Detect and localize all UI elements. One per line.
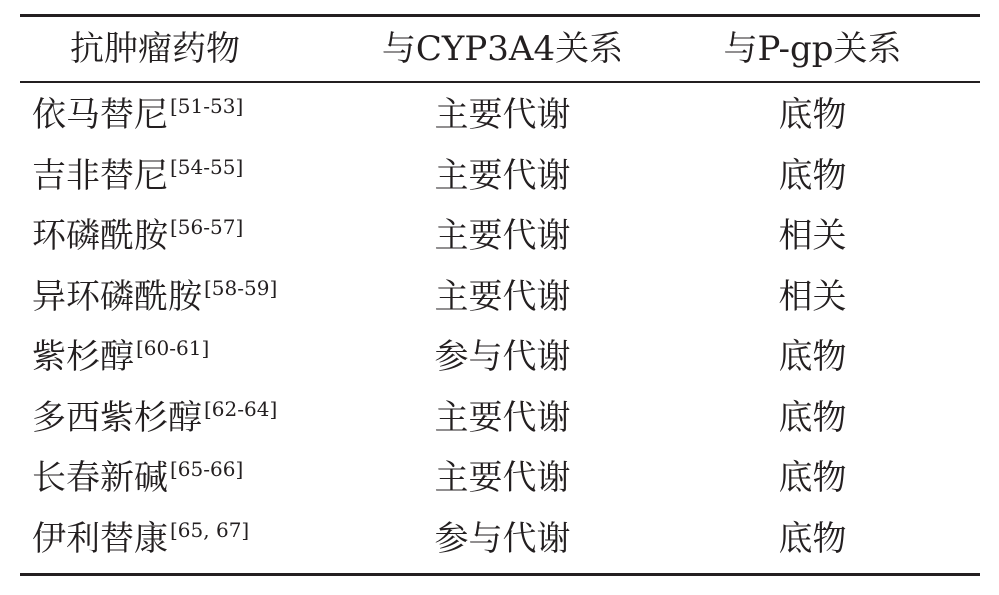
- pgp-cell: 相关: [778, 276, 847, 317]
- table-row: [20, 509, 980, 570]
- reference-citation: [60-61]: [136, 336, 210, 361]
- reference-citation: [58-59]: [204, 275, 278, 300]
- pgp-cell: 底物: [778, 397, 847, 438]
- pgp-cell: 底物: [778, 95, 847, 136]
- table-body: [20, 83, 980, 573]
- table-row: [20, 267, 980, 328]
- header-row: [20, 17, 980, 81]
- drug-name: 多西紫杉醇: [32, 397, 202, 438]
- drug-cell: [20, 336, 350, 378]
- header-drug: 抗肿瘤药物: [70, 29, 240, 69]
- reference-citation: [51-53]: [170, 94, 244, 119]
- drug-name: 环磷酰胺: [32, 216, 168, 257]
- reference-citation: [65, 67]: [170, 517, 250, 542]
- drug-interaction-table: [20, 14, 980, 576]
- drug-name: 吉非替尼: [32, 155, 168, 196]
- pgp-cell: 相关: [778, 216, 847, 257]
- drug-name: 依马替尼: [32, 95, 168, 136]
- bottom-rule: [20, 573, 980, 576]
- table-row: [20, 448, 980, 509]
- cyp3a4-cell: 参与代谢: [434, 518, 571, 559]
- cyp3a4-cell: 主要代谢: [434, 397, 571, 438]
- drug-cell: [20, 154, 350, 196]
- pgp-cell: 底物: [778, 337, 847, 378]
- drug-name: 长春新碱: [32, 458, 168, 499]
- cyp3a4-cell: 主要代谢: [434, 95, 571, 136]
- table-row: [20, 388, 980, 449]
- reference-citation: [65-66]: [170, 457, 244, 482]
- reference-citation: [56-57]: [170, 215, 244, 240]
- drug-cell: [20, 517, 350, 559]
- drug-cell: [20, 275, 350, 317]
- header-cyp3a4: 与CYP3A4关系: [381, 29, 624, 69]
- drug-cell: [20, 396, 350, 438]
- reference-citation: [62-64]: [204, 396, 278, 421]
- drug-cell: [20, 215, 350, 257]
- cyp3a4-cell: 主要代谢: [434, 216, 571, 257]
- table-row: [20, 206, 980, 267]
- cyp3a4-cell: 主要代谢: [434, 458, 571, 499]
- pgp-cell: 底物: [778, 155, 847, 196]
- table-row: [20, 85, 980, 146]
- table-row: [20, 146, 980, 207]
- reference-citation: [54-55]: [170, 154, 244, 179]
- drug-name: 异环磷酰胺: [32, 276, 202, 317]
- drug-cell: [20, 457, 350, 499]
- pgp-cell: 底物: [778, 518, 847, 559]
- cyp3a4-cell: 主要代谢: [434, 276, 571, 317]
- drug-cell: [20, 94, 350, 136]
- table-row: [20, 327, 980, 388]
- header-pgp: 与P-gp关系: [723, 29, 902, 69]
- pgp-cell: 底物: [778, 458, 847, 499]
- cyp3a4-cell: 参与代谢: [434, 337, 571, 378]
- cyp3a4-cell: 主要代谢: [434, 155, 571, 196]
- drug-name: 伊利替康: [32, 518, 168, 559]
- drug-name: 紫杉醇: [32, 337, 134, 378]
